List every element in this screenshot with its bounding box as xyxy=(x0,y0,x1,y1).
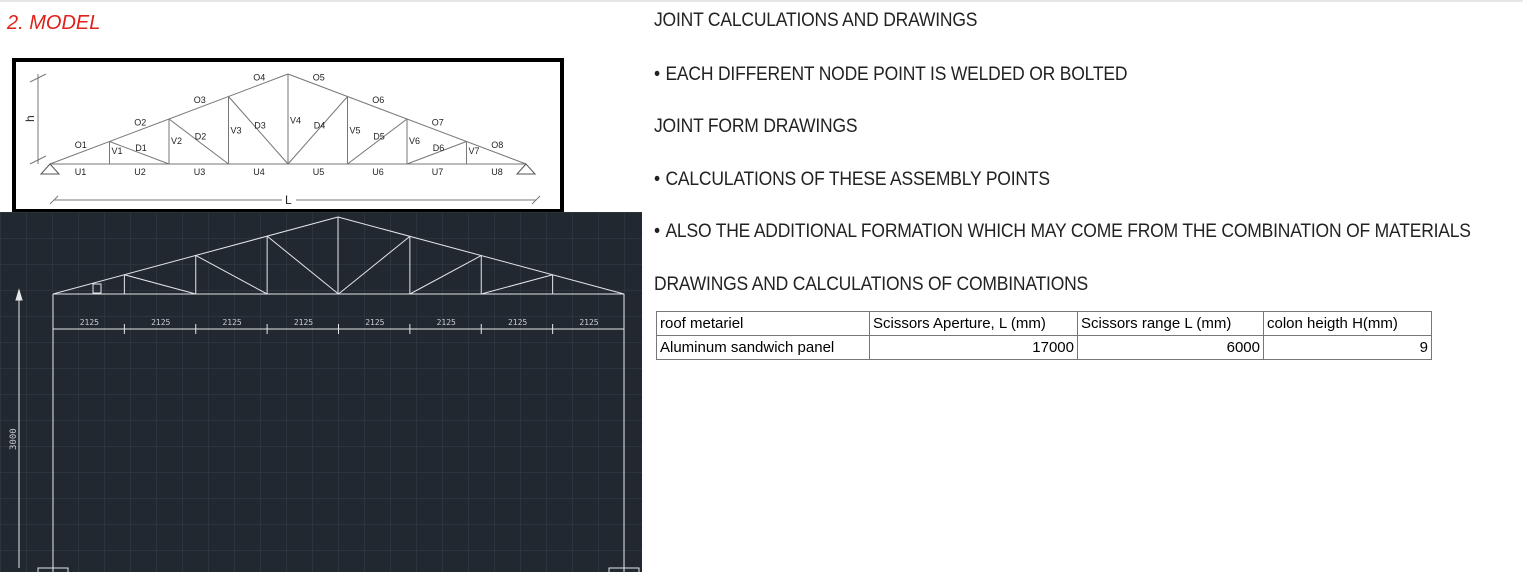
bullet-text: ALSO THE ADDITIONAL FORMATION WHICH MAY COME FROM THE COMBINATION OF MATERIALS xyxy=(665,221,1471,242)
diagonal-label: D3 xyxy=(254,120,266,131)
cad-height-text: 3000 xyxy=(9,428,19,450)
cad-arrow-icon xyxy=(16,290,22,300)
vertical-label: V7 xyxy=(468,145,480,156)
diagonal-label: D1 xyxy=(135,142,147,153)
cad-dimension-text: 2125 xyxy=(79,318,99,327)
vertical-label: V3 xyxy=(230,125,242,136)
heading-combinations: DRAWINGS AND CALCULATIONS OF COMBINATIONS xyxy=(654,274,1089,295)
top-chord-label: O8 xyxy=(491,139,504,150)
span-label: L xyxy=(285,193,292,207)
bottom-chord-label: U2 xyxy=(134,167,146,177)
cad-diagonal xyxy=(196,255,267,294)
top-chord-label: O7 xyxy=(431,117,444,128)
table-header-cell: colon heigth H(mm) xyxy=(1264,312,1432,336)
truss-diagram xyxy=(12,58,564,213)
pin-support-icon xyxy=(41,164,59,174)
bottom-chord-label: U1 xyxy=(74,167,87,177)
bottom-chord-label: U8 xyxy=(491,167,503,177)
bullet-node-point xyxy=(654,64,1127,86)
vertical-label: V4 xyxy=(290,115,302,126)
cad-dimension-text: 2125 xyxy=(151,318,171,327)
top-chord-label: O3 xyxy=(193,94,206,105)
vertical-label: V6 xyxy=(409,135,421,146)
heading-joint-calculations: JOINT CALCULATIONS AND DRAWINGS xyxy=(654,10,978,31)
table-cell: 9 xyxy=(1264,336,1432,360)
bullet-text: CALCULATIONS OF THESE ASSEMBLY POINTS xyxy=(665,169,1050,190)
diagonal-label: D5 xyxy=(373,131,385,142)
cad-diagonal xyxy=(339,236,410,294)
combination-table xyxy=(656,311,1432,360)
top-chord-label: O2 xyxy=(134,117,147,128)
table-header-cell: Scissors Aperture, L (mm) xyxy=(870,312,1078,336)
roller-support-icon xyxy=(517,164,535,174)
bottom-chord-label: U6 xyxy=(372,167,384,177)
cad-dimension-text: 2125 xyxy=(507,318,528,327)
vertical-label: V1 xyxy=(111,145,123,156)
bullet-icon: • xyxy=(654,221,660,242)
truss-svg xyxy=(16,62,560,209)
table-header-cell: roof metariel xyxy=(657,312,870,336)
section-title: 2. MODEL xyxy=(7,12,101,34)
table-row xyxy=(657,336,1432,360)
table-cell: 17000 xyxy=(870,336,1078,360)
cad-svg xyxy=(0,212,642,572)
top-chord-label: O5 xyxy=(312,72,325,83)
cad-diagonal xyxy=(481,275,552,294)
top-border xyxy=(0,0,1523,2)
top-chord-label: O6 xyxy=(372,94,385,105)
cad-dimension-text: 2125 xyxy=(365,318,385,327)
bullet-icon: • xyxy=(654,169,660,190)
cad-dimension-text: 2125 xyxy=(436,318,456,327)
diagonal-label: D6 xyxy=(432,142,445,153)
cad-dimension-text: 2125 xyxy=(293,318,314,327)
bullet-additional-formation xyxy=(654,221,1471,243)
cad-diagonal xyxy=(410,256,481,294)
diagonal-label: D4 xyxy=(313,120,326,131)
cad-diagonal xyxy=(267,236,338,294)
bullet-icon: • xyxy=(654,64,660,85)
top-chord-label: O1 xyxy=(74,139,87,150)
bottom-chord-label: U7 xyxy=(431,167,444,177)
bullet-assembly-points xyxy=(654,169,1050,191)
vertical-label: V5 xyxy=(349,125,361,136)
bottom-chord-label: U5 xyxy=(312,167,325,177)
vertical-label: V2 xyxy=(171,135,183,146)
bottom-chord-label: U4 xyxy=(253,167,265,177)
cad-grip-icon xyxy=(93,284,101,293)
cad-dimension-text: 2125 xyxy=(222,318,242,327)
truss-diagonal xyxy=(288,97,348,165)
bottom-chord-label: U3 xyxy=(193,167,206,177)
heading-joint-form: JOINT FORM DRAWINGS xyxy=(654,116,858,137)
cad-diagonal xyxy=(124,275,195,294)
cad-dimension-text: 2125 xyxy=(579,318,599,327)
bullet-text: EACH DIFFERENT NODE POINT IS WELDED OR BOLTED xyxy=(665,64,1128,85)
cad-drawing xyxy=(0,212,642,572)
table-header-cell: Scissors range L (mm) xyxy=(1078,312,1264,336)
table-cell: 6000 xyxy=(1078,336,1264,360)
height-label: h xyxy=(23,115,37,122)
diagonal-label: D2 xyxy=(194,131,207,142)
table-header-row xyxy=(657,312,1432,336)
top-chord-label: O4 xyxy=(253,72,266,83)
table-cell: Aluminum sandwich panel xyxy=(657,336,870,360)
